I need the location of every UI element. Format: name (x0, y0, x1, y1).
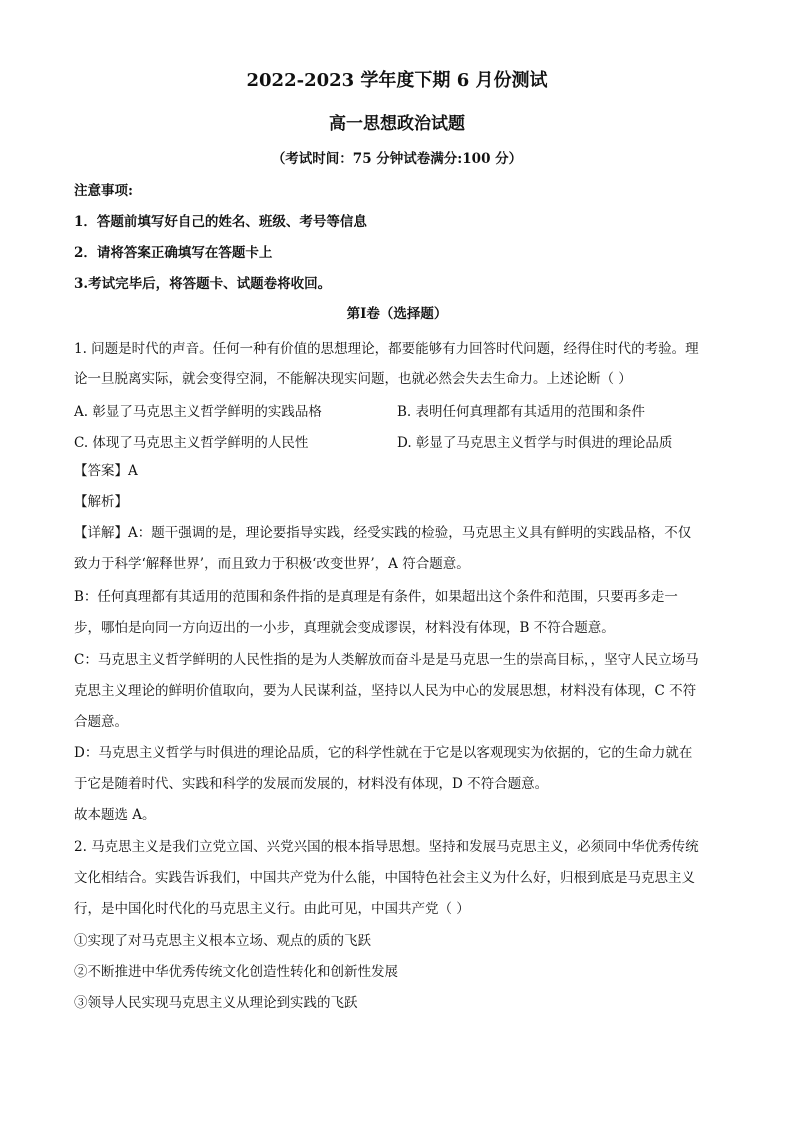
q1-analysis-line: 致力于科学‘解释世界’，而且致力于积极‘改变世界’，A 符合题意。 (74, 556, 470, 572)
q1-analysis-line: 合题意。 (74, 714, 128, 730)
q2-stem-line: 2. 马克思主义是我们立党立国、兴党兴国的根本指导思想。坚持和发展马克思主义，必须同中华优秀传统 (74, 839, 699, 855)
q1-analysis-line: 于它是随着时代、实践和科学的发展而发展的，材料没有体现，D 不符合题意。 (74, 776, 549, 792)
q1-analysis-line: 步，哪怕是向同一方向迈出的一小步，真理就会变成谬误，材料没有体现，B 不符合题意。 (74, 620, 615, 636)
q1-analysis-line: 【详解】A：题干强调的是，理论要指导实践，经受实践的检验，马克思主义具有鲜明的实践品格，不仅 (74, 525, 692, 541)
section-title: 第Ⅰ卷（选择题） (346, 306, 448, 322)
q1-analysis-label: 【解析】 (74, 494, 128, 510)
q1-analysis-line: 克思主义理论的鲜明价值取向，要为人民谋利益，坚持以人民为中心的发展思想，材料没有体现，C 不符 (74, 683, 697, 699)
exam-subtitle: 高一思想政治试题 (329, 114, 465, 134)
q1-answer: 【答案】A (74, 463, 138, 479)
q1-analysis-line: D：马克思主义哲学与时俱进的理论品质，它的科学性就在于它是以客观现实为依据的，它的生命力就在 (74, 745, 693, 761)
note-item: 2．请将答案正确填写在答题卡上 (74, 245, 273, 261)
q2-choice-2: ②不断推进中华优秀传统文化创造性转化和创新性发展 (74, 964, 398, 980)
q2-choice-3: ③领导人民实现马克思主义从理论到实践的飞跃 (74, 995, 358, 1011)
q1-option-c: C. 体现了马克思主义哲学鲜明的人民性 (74, 435, 309, 451)
q1-analysis-line: B：任何真理都有其适用的范围和条件指的是真理是有条件，如果超出这个条件和范围，只要再多走一 (74, 589, 678, 605)
q1-option-a: A. 彰显了马克思主义哲学鲜明的实践品格 (74, 404, 322, 420)
q2-stem-line: 文化相结合。实践告诉我们，中国共产党为什么能，中国特色社会主义为什么好，归根到底是马克思主义 (74, 870, 695, 886)
q1-stem-line: 1. 问题是时代的声音。任何一种有价值的思想理论，都要能够有力回答时代问题，经得住时代的考验。理 (74, 341, 699, 357)
q1-conclusion: 故本题选 A。 (74, 807, 156, 823)
exam-info: （考试时间：75 分钟试卷满分:100 分） (271, 151, 523, 167)
q1-stem-line: 论一旦脱离实际，就会变得空洞，不能解决现实问题，也就必然会失去生命力。上述论断（ ） (74, 371, 632, 387)
note-item: 1．答题前填写好自己的姓名、班级、考号等信息 (74, 214, 367, 230)
exam-title: 2022-2023 学年度下期 6 月份测试 (246, 70, 548, 91)
note-item: 3.考试完毕后，将答题卡、试题卷将收回。 (74, 276, 332, 292)
q1-option-d: D. 彰显了马克思主义哲学与时俱进的理论品质 (397, 435, 673, 451)
q1-analysis-line: C：马克思主义哲学鲜明的人民性指的是为人类解放而奋斗是是马克思一生的崇高目标，，坚守人民立场马 (74, 652, 699, 668)
q2-choice-1: ①实现了对马克思主义根本立场、观点的质的飞跃 (74, 933, 371, 949)
notes-heading: 注意事项: (74, 183, 133, 199)
q2-stem-line: 行，是中国化时代化的马克思主义行。由此可见，中国共产党（ ） (74, 901, 470, 917)
q1-option-b: B. 表明任何真理都有其适用的范围和条件 (397, 404, 646, 420)
